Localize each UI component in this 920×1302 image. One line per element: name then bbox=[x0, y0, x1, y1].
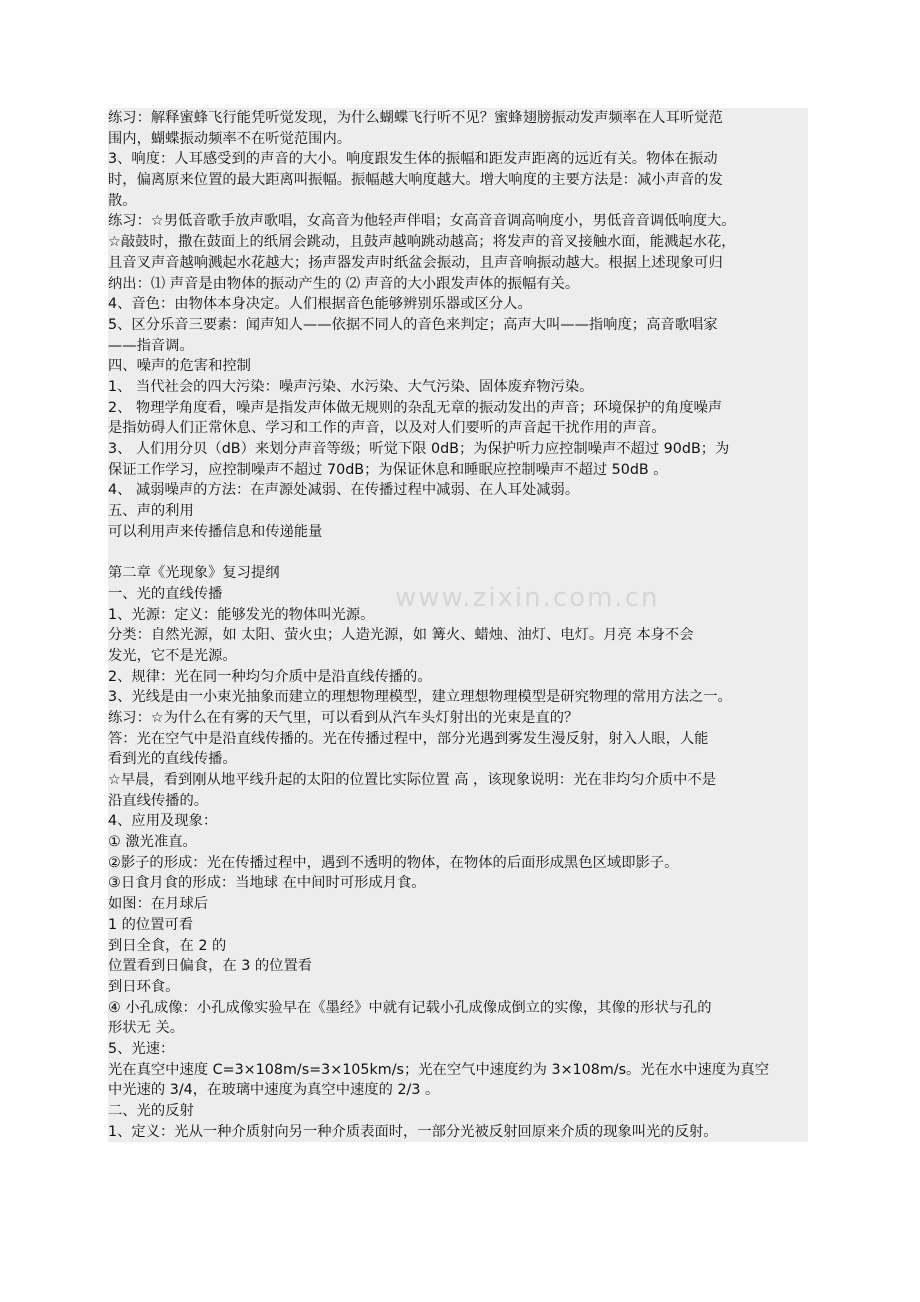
text-line: 4、应用及现象： bbox=[108, 813, 218, 830]
document-page bbox=[108, 108, 808, 1142]
blank-line bbox=[108, 542, 808, 563]
text-line: 沿直线传播的。 bbox=[108, 792, 209, 809]
text-line: 5、光速： bbox=[108, 1040, 175, 1057]
text-line: 分类：自然光源，如 太阳、萤火虫；人造光源，如 篝火、蜡烛、油灯、电灯。月亮 本身不会 bbox=[108, 627, 694, 644]
text-line: 到日环食。 bbox=[108, 978, 180, 995]
text-line: 是指妨碍人们正常休息、学习和工作的声音，以及对人们要听的声音起干扰作用的声音。 bbox=[108, 420, 666, 437]
text-line: 看到光的直线传播。 bbox=[108, 751, 237, 768]
text-line: ① 激光准直。 bbox=[108, 834, 197, 851]
text-line: 1、光源：定义：能够发光的物体叫光源。 bbox=[108, 606, 375, 623]
text-line: 1 的位置可看 bbox=[108, 916, 194, 933]
text-line: 纳出：⑴ 声音是由物体的振动产生的 ⑵ 声音的大小跟发声体的振幅有关。 bbox=[108, 275, 580, 292]
text-line: 3、光线是由一小束光抽象而建立的理想物理模型，建立理想物理模型是研究物理的常用方法之一。 bbox=[108, 689, 732, 706]
text-line: 位置看到日偏食，在 3 的位置看 bbox=[108, 958, 313, 975]
text-line: ☆敲鼓时，撒在鼓面上的纸屑会跳动，且鼓声越响跳动越高；将发声的音叉接触水面，能溅起水花， bbox=[108, 234, 736, 251]
text-line: 五、声的利用 bbox=[108, 503, 194, 520]
text-line: 如图：在月球后 bbox=[108, 896, 209, 913]
text-line: 形状无 关。 bbox=[108, 1020, 185, 1037]
text-line: 发光，它不是光源。 bbox=[108, 647, 237, 664]
text-line: 2、规律：光在同一种均匀介质中是沿直线传播的。 bbox=[108, 668, 432, 685]
text-line: ③日食月食的形成：当地球 在中间时可形成月食。 bbox=[108, 875, 426, 892]
text-line: ②影子的形成：光在传播过程中，遇到不透明的物体，在物体的后面形成黑色区域即影子。 bbox=[108, 854, 679, 871]
text-line: 可以利用声来传播信息和传递能量 bbox=[108, 523, 323, 540]
text-line: 保证工作学习，应控制噪声不超过 70dB；为保证休息和睡眠应控制噪声不超过 50dB 。 bbox=[108, 461, 668, 478]
text-line: 四、噪声的危害和控制 bbox=[108, 358, 251, 375]
text-line: 1、定义：光从一种介质射向另一种介质表面时，一部分光被反射回原来介质的现象叫光的反射。 bbox=[108, 1123, 718, 1140]
text-line: 练习：☆为什么在有雾的天气里，可以看到从汽车头灯射出的光束是直的？ bbox=[108, 709, 579, 726]
text-line: 且音叉声音越响溅起水花越大；扬声器发声时纸盆会振动，且声音响振动越大。根据上述现象可归 bbox=[108, 254, 723, 271]
text-line: 围内，蝴蝶振动频率不在听觉范围内。 bbox=[108, 130, 352, 147]
text-line: 3、 人们用分贝（dB）来划分声音等级；听觉下限 0dB；为保护听力应控制噪声不超过 90dB；为 bbox=[108, 441, 730, 457]
text-line: 散。 bbox=[108, 192, 137, 209]
text-line: 光在真空中速度 C=3×108m/s=3×105km/s；光在空气中速度约为 3×108m/s。光在水中速度为真空 bbox=[108, 1061, 769, 1078]
text-line: 3、响度：人耳感受到的声音的大小。响度跟发生体的振幅和距发声距离的远近有关。物体在振动 bbox=[108, 151, 718, 168]
text-line: ④ 小孔成像：小孔成像实验早在《墨经》中就有记载小孔成像成倒立的实像，其像的形状与孔的 bbox=[108, 999, 712, 1016]
text-line: 5、区分乐音三要素：闻声知人——依据不同人的音色来判定；高声大叫——指响度；高音歌唱家 bbox=[108, 316, 718, 333]
text-line: 答：光在空气中是沿直线传播的。光在传播过程中，部分光遇到雾发生漫反射，射入人眼，人能 bbox=[108, 730, 709, 747]
text-line: 练习：☆男低音歌手放声歌唱，女高音为他轻声伴唱；女高音音调高响度小，男低音音调低响度大。 bbox=[108, 213, 736, 230]
text-line: 2、 物理学角度看，噪声是指发声体做无规则的杂乱无章的振动发出的声音；环境保护的角度噪声 bbox=[108, 399, 723, 416]
text-line: 一、光的直线传播 bbox=[108, 585, 223, 602]
text-line: 中光速的 3/4，在玻璃中速度为真空中速度的 2/3 。 bbox=[108, 1082, 440, 1099]
text-line: ☆早晨，看到刚从地平线升起的太阳的位置比实际位置 高 ，该现象说明：光在非均匀介质中不是 bbox=[108, 772, 717, 788]
text-line: 时，偏离原来位置的最大距离叫振幅。振幅越大响度越大。增大响度的主要方法是：减小声音的发 bbox=[108, 172, 723, 189]
watermark: www.zixin.com.cn bbox=[395, 583, 660, 613]
text-line: 二、光的反射 bbox=[108, 1103, 194, 1119]
text-line: 4、音色：由物体本身决定。人们根据音色能够辨别乐器或区分人。 bbox=[108, 296, 532, 313]
text-line: ——指音调。 bbox=[108, 337, 194, 354]
text-line: 练习：解释蜜蜂飞行能凭听觉发现，为什么蝴蝶飞行听不见？蜜蜂翅膀振动发声频率在人耳听觉范 bbox=[108, 110, 723, 126]
text-line: 到日全食，在 2 的 bbox=[108, 937, 227, 954]
text-line: 1、 当代社会的四大污染：噪声污染、水污染、大气污染、固体废弃物污染。 bbox=[108, 378, 594, 395]
text-line: 4、 减弱噪声的方法：在声源处减弱、在传播过程中减弱、在人耳处减弱。 bbox=[108, 482, 580, 499]
text-line: 第二章《光现象》复习提纲 bbox=[108, 565, 280, 582]
